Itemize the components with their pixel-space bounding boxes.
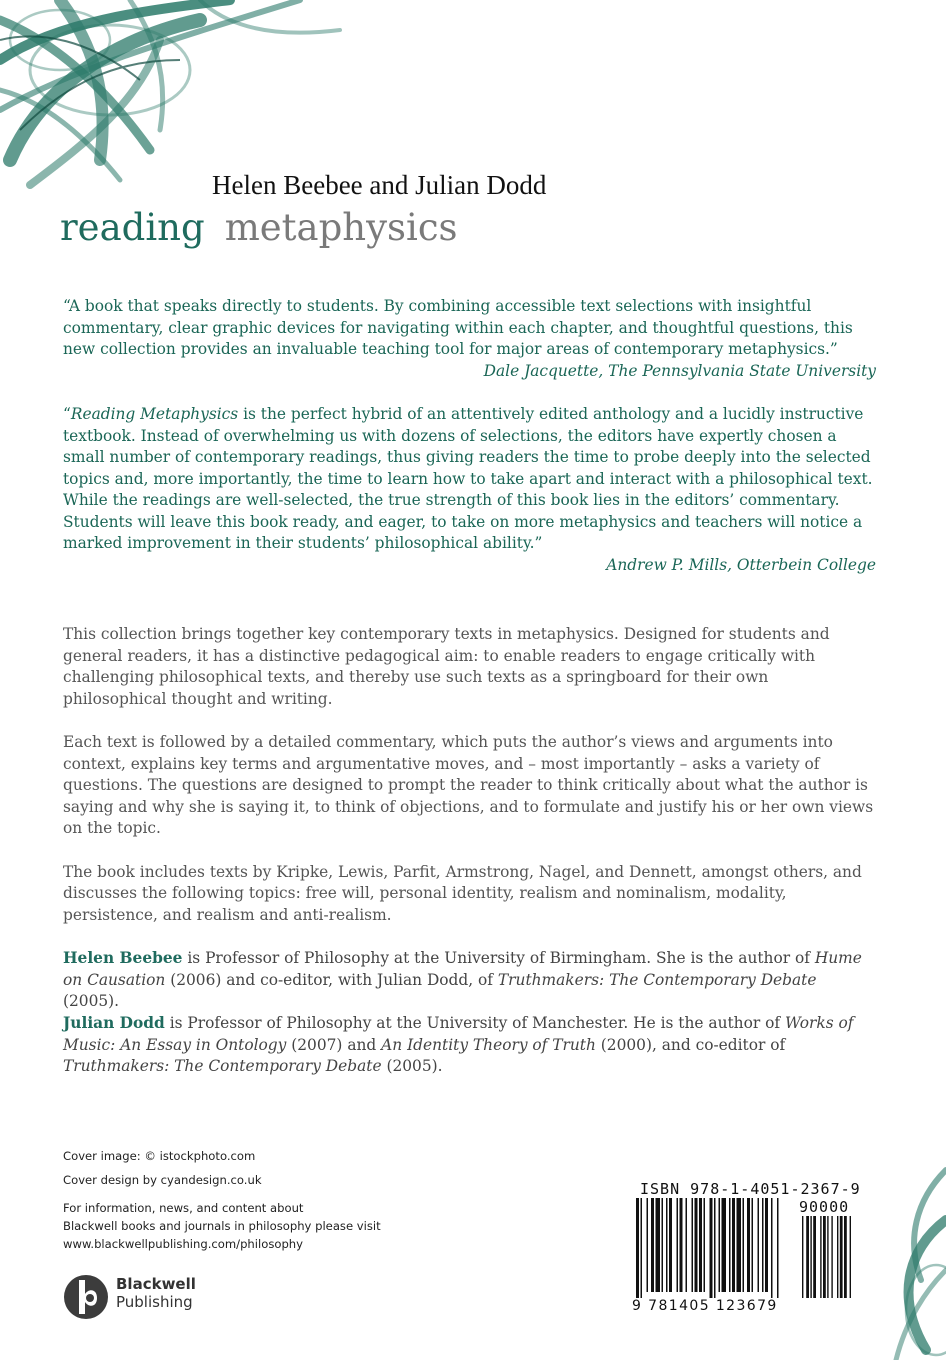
quote-text: “Reading Metaphysics is the perfect hybrid of an attentively edited anthology and a lucidly instructive textbook. Instead of overwhelming us with dozens of selections, the editors have expertly chosen a small number of contemporary readings, thus giving readers the time to probe deeply into the selected topics and, more importantly, the time to learn how to take apart and interact with a philosophical text. While the readings are well-selected, the true strength of this book lies in the editors’ commentary. Students will leave this book ready, and eager, to take on more metaphysics and teachers will notice a marked improvement in their students’ philosophical ability.” xyxy=(63,405,873,552)
cover-design-credit: Cover design by cyandesign.co.uk xyxy=(63,1173,262,1187)
cover-credits xyxy=(63,1147,381,1253)
barcode-graphic xyxy=(632,1198,872,1298)
quote-attribution: Andrew P. Mills, Otterbein College xyxy=(606,555,876,574)
bio-helen-beebee: Helen Beebee is Professor of Philosophy at the University of Birmingham. She is the author of Hume on Causation (2006) and co-editor, with Julian Dodd, of Truthmakers: The Contemporary Debate (2005). xyxy=(63,949,862,1010)
quote-book-title: Reading Metaphysics xyxy=(70,405,239,423)
title-word-reading: reading xyxy=(60,206,205,249)
cover-image-credit: Cover image: © istockphoto.com xyxy=(63,1149,256,1163)
description-paragraph: Each text is followed by a detailed commentary, which puts the author’s views and arguments into context, explains key terms and argumentative moves, and – most importantly – asks a variety of questions. The questions are designed to prompt the reader to think critically about what the author is saying and why she is saying it, to think of objections, and to formulate and justify his or her own views on the topic. xyxy=(63,733,874,837)
book-title xyxy=(60,206,458,249)
description-paragraph: The book includes texts by Kripke, Lewis, Parfit, Armstrong, Nagel, and Dennett, amongst others, and discusses the following topics: free will, personal identity, realism and nominalism, modality, persistence, and realism and anti-realism. xyxy=(63,862,862,924)
description xyxy=(63,624,876,948)
bio-julian-dodd: Julian Dodd is Professor of Philosophy at the University of Manchester. He is the author of Works of Music: An Essay in Ontology (2007) and An Identity Theory of Truth (2000), and co-editor of Truthmakers: The Contemporary Debate (2005). xyxy=(63,1014,854,1075)
endorsement-quote-1 xyxy=(63,296,876,382)
blackwell-logo-icon xyxy=(63,1274,109,1320)
cover-swirl-graphic xyxy=(0,0,360,190)
barcode-digits: 9 781405 123679 xyxy=(632,1298,778,1314)
cover-swirl-graphic-bottom xyxy=(866,1160,946,1360)
author-name: Helen Beebee xyxy=(63,949,183,967)
description-paragraph: This collection brings together key contemporary texts in metaphysics. Designed for students and general readers, it has a distinctive pedagogical aim: to enable readers to engage critically with challenging philosophical texts, and thereby use such texts as a springboard for their own philosophical thought and writing. xyxy=(63,625,830,708)
publisher-name: Blackwell Publishing xyxy=(116,1275,196,1311)
authors: Helen Beebee and Julian Dodd xyxy=(212,170,547,200)
endorsement-quote-2 xyxy=(63,404,876,576)
website-link[interactable]: www.blackwellpublishing.com/philosophy xyxy=(63,1237,304,1251)
quote-attribution: Dale Jacquette, The Pennsylvania State University xyxy=(483,361,876,380)
author-name: Julian Dodd xyxy=(63,1014,165,1032)
price-code: 90000 xyxy=(799,1198,850,1216)
info-line: Blackwell books and journals in philosophy please visit xyxy=(63,1219,381,1233)
title-word-metaphysics: metaphysics xyxy=(224,206,458,249)
quote-text: “A book that speaks directly to students. By combining accessible text selections with insightful commentary, clear graphic devices for navigating within each chapter, and thoughtful questions, this new collection provides an invaluable teaching tool for major areas of contemporary metaphysics.” xyxy=(63,297,853,358)
info-line: For information, news, and content about xyxy=(63,1201,304,1215)
isbn-number: ISBN 978-1-4051-2367-9 xyxy=(640,1180,861,1198)
